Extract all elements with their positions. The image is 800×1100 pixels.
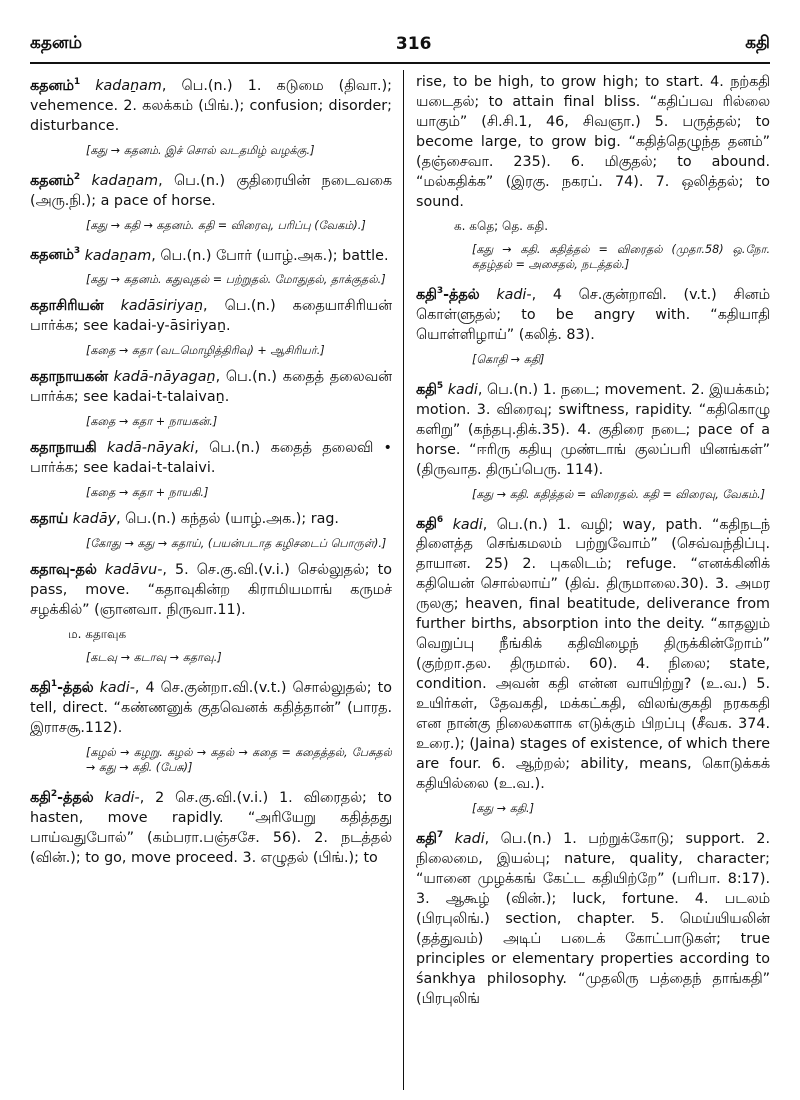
transliteration: kadāy bbox=[72, 511, 117, 528]
dictionary-entry bbox=[30, 367, 392, 407]
dictionary-entry bbox=[30, 560, 392, 620]
transliteration: kadaṉam bbox=[95, 77, 162, 94]
definition: , பெ.(n.) 1. பற்றுக்கோடு; support. 2. நிலைமை, இயல்பு; nature, quality, character; “யானை முழக்கங் கேட்ட கதியிற்றே” (பரிபா. 8:17). 3. ஆகூழ் (வின்.); luck, fortune. 4. படலம் (பிரபுலிங்.) section, chapter. 5. மெய்யியலின் (தத்துவம்) அடிப் படைக் கோட்பாடுகள்; true principles or elementary properties according to śankhya philosophy. “முதலிரு பத்தைந் தாங்கதி” (பிரபுலிங் bbox=[416, 831, 770, 1008]
right-column bbox=[416, 72, 770, 1092]
etymology-note: [கது → கதி.] bbox=[472, 802, 534, 816]
dictionary-entry bbox=[30, 167, 392, 211]
dictionary-entry bbox=[416, 825, 770, 1009]
etymology-note: [கது → கதி. கதித்தல் = விரைதல் (முதா.58) ஒ.நோ. கதழ்தல் = அசைதல், நடத்தல்.] bbox=[472, 243, 770, 271]
page-number: 316 bbox=[395, 34, 432, 54]
etymology-note: [கோது → கது → கதாய், (பயன்படாத கழிசடைப் பொருள்).] bbox=[86, 537, 387, 551]
transliteration: kadaṉam bbox=[91, 172, 159, 189]
transliteration: kadi bbox=[447, 381, 478, 398]
column-divider bbox=[403, 70, 404, 1090]
etymology-note: [கடவு → கடாவு → கதாவு.] bbox=[86, 651, 222, 665]
dictionary-entry bbox=[30, 674, 392, 738]
dictionary-entry bbox=[30, 509, 392, 529]
definition: , பெ.(n.) கந்தல் (யாழ்.அக.); rag. bbox=[116, 511, 339, 528]
page-header bbox=[30, 30, 770, 58]
definition: , 2 செ.கு.வி.(v.i.) 1. விரைதல்; to hasten, move rapidly. “அரியேறு கதித்தது பாய்வதுபோல்” (கம்பரா.பஞ்சசே. 56). 2. நடத்தல் (வின்.); to go, move proceed. 3. எழுதல் (பிங்.); to bbox=[30, 789, 392, 866]
transliteration: kadi bbox=[454, 831, 485, 848]
header-rule bbox=[30, 62, 770, 64]
headword: கதாய் bbox=[30, 511, 69, 528]
headword: கதி$^6$ bbox=[416, 515, 444, 533]
etymology-note: [கதை → கதா + நாயகி.] bbox=[86, 486, 209, 500]
transliteration: kadaṉam bbox=[84, 247, 152, 264]
definition: , பெ.(n.) போர் (யாழ்.அக.); battle. bbox=[151, 247, 389, 264]
dictionary-entry bbox=[30, 438, 392, 478]
definition: , பெ.(n.) கதைத் தலைவன் பார்க்க; see kadai-t-talaivaṉ. bbox=[30, 369, 392, 406]
dictionary-entry bbox=[30, 784, 392, 868]
dictionary-entry bbox=[30, 72, 392, 136]
transliteration: kadā-nāyaki bbox=[106, 440, 195, 457]
definition: , பெ.(n.) 1. கடுமை (திவா.); vehemence. 2. கலக்கம் (பிங்.); confusion; disorder; disturbance. bbox=[30, 77, 392, 134]
etymology-note: [கது → கதி → கதனம். கதி = விரைவு, பரிப்பு (வேகம்).] bbox=[86, 218, 366, 232]
headword: கதாசிரியன் bbox=[30, 298, 104, 315]
definition: , 5. செ.கு.வி.(v.i.) செல்லுதல்; to pass, move. “கதாவுகின்ற கிராமியமாங் கருமச் சழக்கில்” (ஞானவா. நிருவா.11). bbox=[30, 562, 392, 619]
dictionary-entry bbox=[416, 281, 770, 345]
transliteration: kadāvu- bbox=[104, 562, 163, 579]
definition: , பெ.(n.) கதைத் தலைவி • பார்க்க; see kadai-t-talaivi. bbox=[30, 440, 392, 477]
etymology-note: [கது → கதனம். இச் சொல் வடதமிழ் வழக்கு.] bbox=[86, 143, 315, 157]
definition: , 4 செ.குன்றாவி. (v.t.) சினம் கொள்ளுதல்; to be angry with. “கதியாதி யொள்ளிழாய்” (கலித். 83). bbox=[416, 286, 770, 343]
etymology-note: [கது → கதனம். கதுவுதல் = பற்றுதல். மோதுதல், தாக்குதல்.] bbox=[86, 273, 386, 287]
headword: கதி$^5$ bbox=[416, 380, 444, 398]
headword: கதி$^7$ bbox=[416, 830, 444, 848]
headword: கதாநாயகி bbox=[30, 440, 97, 457]
transliteration: kadi- bbox=[104, 789, 140, 806]
etymology-note: [கொதி → கதி] bbox=[472, 352, 545, 366]
dictionary-entry bbox=[416, 376, 770, 480]
transliteration: kadi- bbox=[496, 286, 532, 303]
cognate-note: ம. கதாவுக bbox=[68, 627, 127, 642]
entry-continuation: rise, to be high, to grow high; to start. 4. நற்கதி யடைதல்; to attain final bliss. “கதிப்பவ ரில்லை யாகும்” (சி.சி.1, 46, சிவஞா.) 5. பருத்தல்; to become large, to grow big. “கதித்தெழுந்த தனம்” (தஞ்சைவா. 235). 6. மிகுதல்; to abound. “மல்கதிக்க” (இரகு. நகரப். 74). 7. ஒலித்தல்; to sound. bbox=[416, 74, 770, 210]
dictionary-entry bbox=[30, 242, 392, 266]
headword: கதனம்$^3$ bbox=[30, 246, 81, 264]
headword: கதனம்$^1$ bbox=[30, 77, 81, 94]
headword: கதி$^2$-த்தல் bbox=[30, 789, 94, 806]
etymology-note: [கழல் → கழறு. கழல் → கதல் → கதை = கதைத்தல், பேசுதல் → கது → கதி. (பேசு)] bbox=[86, 746, 392, 775]
etymology-note: [கது → கதி. கதித்தல் = விரைதல். கதி = விரைவு, வேகம்.] bbox=[472, 487, 766, 501]
definition: , 4 செ.குன்றா.வி.(v.t.) சொல்லுதல்; to tell, direct. “கண்ணனுக் குதவெனக் கதித்தான்” (பாரத. இராசசூ.112). bbox=[30, 680, 392, 737]
dictionary-entry bbox=[416, 511, 770, 795]
left-column bbox=[30, 72, 392, 1092]
transliteration: kadi- bbox=[99, 680, 135, 697]
transliteration: kadi bbox=[452, 516, 483, 533]
etymology-note: [கதை → கதா + நாயகன்.] bbox=[86, 415, 218, 429]
headword: கதாவு-தல் bbox=[30, 562, 97, 579]
header-left-word: கதனம் bbox=[30, 33, 83, 53]
dictionary-entry bbox=[30, 296, 392, 336]
headword: கதாநாயகன் bbox=[30, 369, 108, 386]
cognate-note: க. கதெ; தெ. கதி. bbox=[454, 219, 549, 233]
headword: கதனம்$^2$ bbox=[30, 171, 81, 189]
header-right-word: கதி bbox=[745, 33, 770, 53]
headword: கதி$^1$-த்தல் bbox=[30, 679, 94, 697]
definition: , பெ.(n.) குதிரையின் நடைவகை (அரு.நி.); a pace of horse. bbox=[30, 172, 392, 209]
definition: , பெ.(n.) கதையாசிரியன் பார்க்க; see kadai-y-āsiriyaṉ. bbox=[30, 298, 392, 335]
transliteration: kadāsiriyaṉ bbox=[120, 298, 204, 315]
etymology-note: [கதை → கதா (வடமொழித்திரிவு) + ஆசிரியர்.] bbox=[86, 344, 325, 358]
transliteration: kadā-nāyagaṉ bbox=[113, 369, 216, 386]
definition: , பெ.(n.) 1. வழி; way, path. “கதிநடந் திளைத்த செங்கமலம் பற்றுவோம்” (செவ்வந்திப்பு. தாயான. 25) 2. புகலிடம்; refuge. “எனக்கினிக் கதியென் சொல்லாய்” (திவ். திருமாலை.30). 3. அமர ருலகு; heaven, final beatitude, deliverance from further births, absorption into the deity. “காதலும் வெறுப்பு நீங்கிக் கதிவிழைந் திருக்கின்றோம்” (குற்றா.தல. திருமால். 60). 4. நிலை; state, condition. அவன் கதி என்ன வாயிற்று? (உ.வ.) 5. உயிர்கள், தேவகதி, மக்கட்கதி, விலங்குகதி நரககதி என நான்கு நிலைகளாக எடுக்கும் பிறப்பு (சீவக. 374. உரை.); (Jaina) stages of existence, of which there are four. 6. ஆற்றல்; ability, means, கொடுக்கக் கதியில்லை (உ.வ.). bbox=[416, 516, 770, 793]
definition: , பெ.(n.) 1. நடை; movement. 2. இயக்கம்; motion. 3. விரைவு; swiftness, rapidity. “கதிகொழு களிறு” (கந்தபு.திக்.35). 4. குதிரை நடை; pace of a horse. “ஈரிரு கதியு முண்டாங் குலப்பரி யினங்கள்” (திருவாத. திருப்பெரு. 114). bbox=[416, 381, 770, 478]
headword: கதி$^3$-த்தல் bbox=[416, 286, 480, 303]
